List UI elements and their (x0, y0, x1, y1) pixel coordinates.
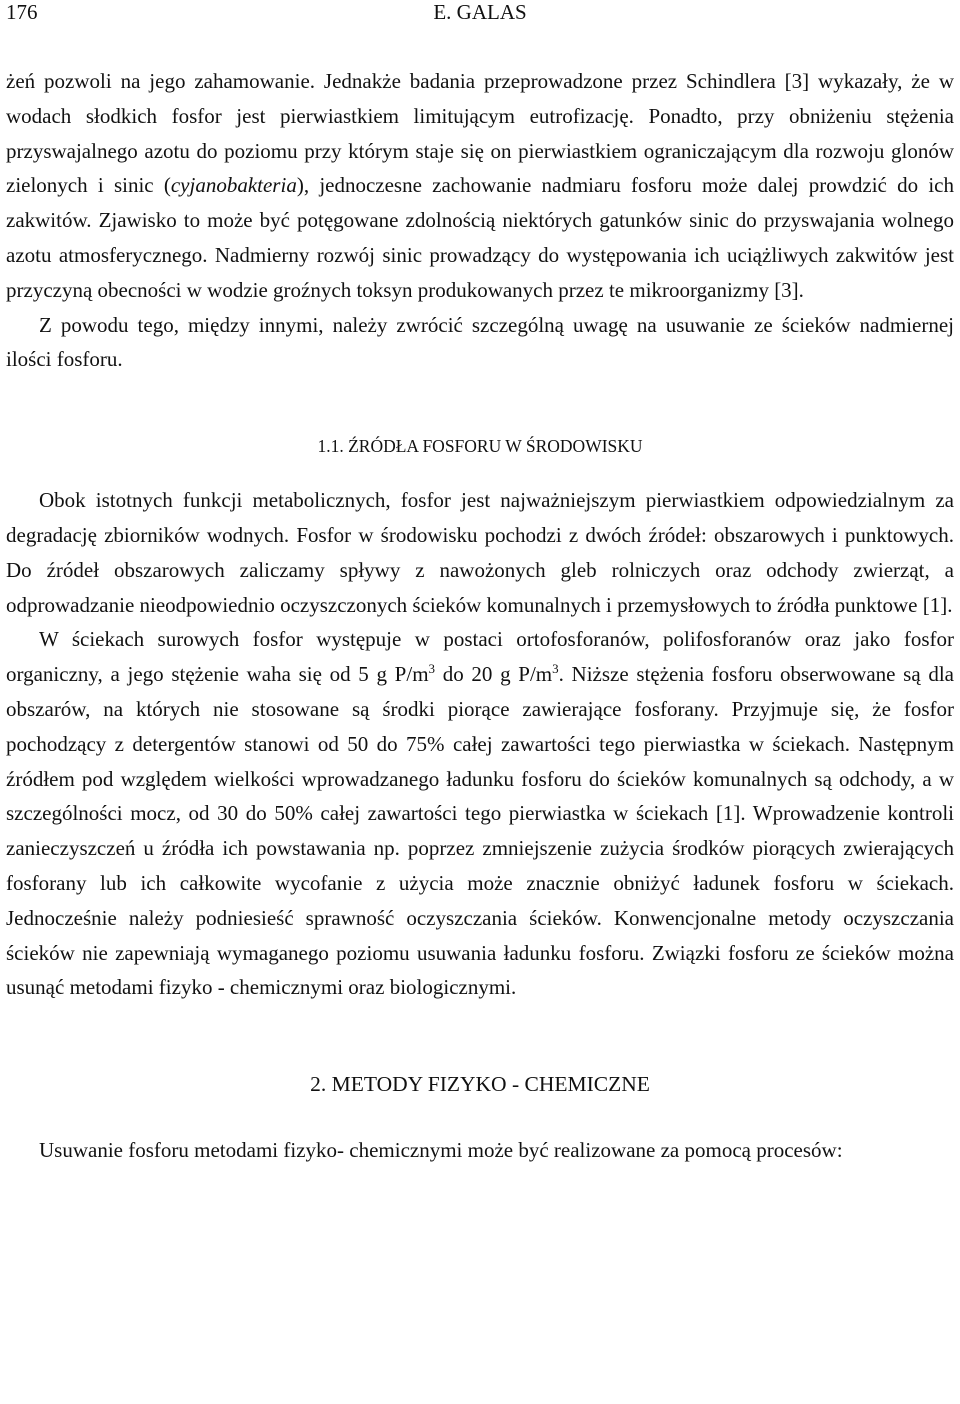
paragraph-text: W ściekach surowych fosfor występuje w postaci ortofosforanów, polifosforanów oraz jako fosfor organiczny, a jego stężenie waha się od 5 g P/m (6, 627, 954, 687)
section-heading-sources: 1.1. ŹRÓDŁA FOSFORU W ŚRODOWISKU (317, 436, 643, 457)
paragraph-text: ), jednoczesne zachowanie nadmiaru fosforu może dalej prowdzić do ich zakwitów. Zjawisko to może być potęgowane zdolnością niektórych gatunków sinic do przyswajania wolnego azotu atmosferycznego. Nadmierny rozwój sinic prowadzący do występowania ich uciążliwych zakwitów jest przyczyną obecności w wodzie groźnych toksyn produkowanych przez te mikroorganizmy [3]. (6, 173, 954, 302)
running-author: E. GALAS (433, 0, 527, 24)
paragraph-eutrophication (6, 64, 954, 308)
paragraph-text: . Niższe stężenia fosforu obserwowane są dla obszarów, na których nie stosowane są środki piorące zawierające fosforany. Przyjmuje się, że fosfor pochodzący z detergentów stanowi od 50 do 75% całej zawartości tego pierwiastka w ściekach. Następnym źródłem pod względem wielkości wprowadzanego ładunku fosforu do ścieków komunalnych są odchody, a w szczególności mocz, od 30 do 50% całej zawartości tego pierwiastka w ściekach [1]. Wprowadzenie kontroli zanieczyszczeń u źródła ich powstawania np. poprzez zmniejszenie zużycia środków piorących zwierających fosforany lub ich całkowite wycofanie z użycia może znacznie obniżyć ładunek fosforu w ściekach. Jednocześnie należy podniesieść sprawność oczyszczania ścieków. Konwencjonalne metody oczyszczania ścieków nie zapewniają wymaganego poziomu usuwania ładunku fosforu. Związki fosforu ze ścieków można usunąć metodami fizyko - chemicznymi oraz biologicznymi. (6, 662, 954, 1000)
paragraph-text: żeń pozwoli na jego zahamowanie. Jednakże badania przeprowadzone przez Schindlera [3] wykazały, że w wodach słodkich fosfor jest pierwiastkiem limitującym eutrofizację. Ponadto, przy obniżeniu stężenia przyswajalnego azotu do poziomu przy którym staje się on pierwiastkiem ograniczającym dla rozwoju glonów zielonych i sinic ( (6, 69, 954, 198)
running-header (6, 0, 954, 34)
paragraph-text: do 20 g P/m (435, 662, 553, 687)
paragraph-methods-intro: Usuwanie fosforu metodami fizyko- chemicznymi może być realizowane za pomocą procesów: (39, 1138, 843, 1163)
paragraph-sources: Obok istotnych funkcji metabolicznych, fosfor jest najważniejszym pierwiastkiem odpowiedzialnym za degradację zbiorników wodnych. Fosfor w środowisku pochodzi z dwóch źródeł: obszarowych i punktowych. Do źródeł obszarowych zaliczamy spływy z nawożonych gleb rolniczych oraz odchody zwierząt, a odprowadzanie nieodpowiednio oczyszczonych ścieków komunalnych i przemysłowych to źródła punktowe [1]. (6, 488, 954, 617)
page-number: 176 (6, 0, 38, 24)
italic-term: cyjanobakteria (170, 173, 297, 198)
document-page (6, 0, 954, 1168)
paragraph-raw-sewage (6, 622, 954, 1005)
paragraph-conclusion: Z powodu tego, między innymi, należy zwrócić szczególną uwagę na usuwanie ze ścieków nadmiernej ilości fosforu. (6, 312, 954, 372)
section-heading-methods: 2. METODY FIZYKO - CHEMICZNE (310, 1072, 650, 1097)
superscript: 3 (428, 661, 436, 677)
superscript: 3 (552, 661, 559, 677)
